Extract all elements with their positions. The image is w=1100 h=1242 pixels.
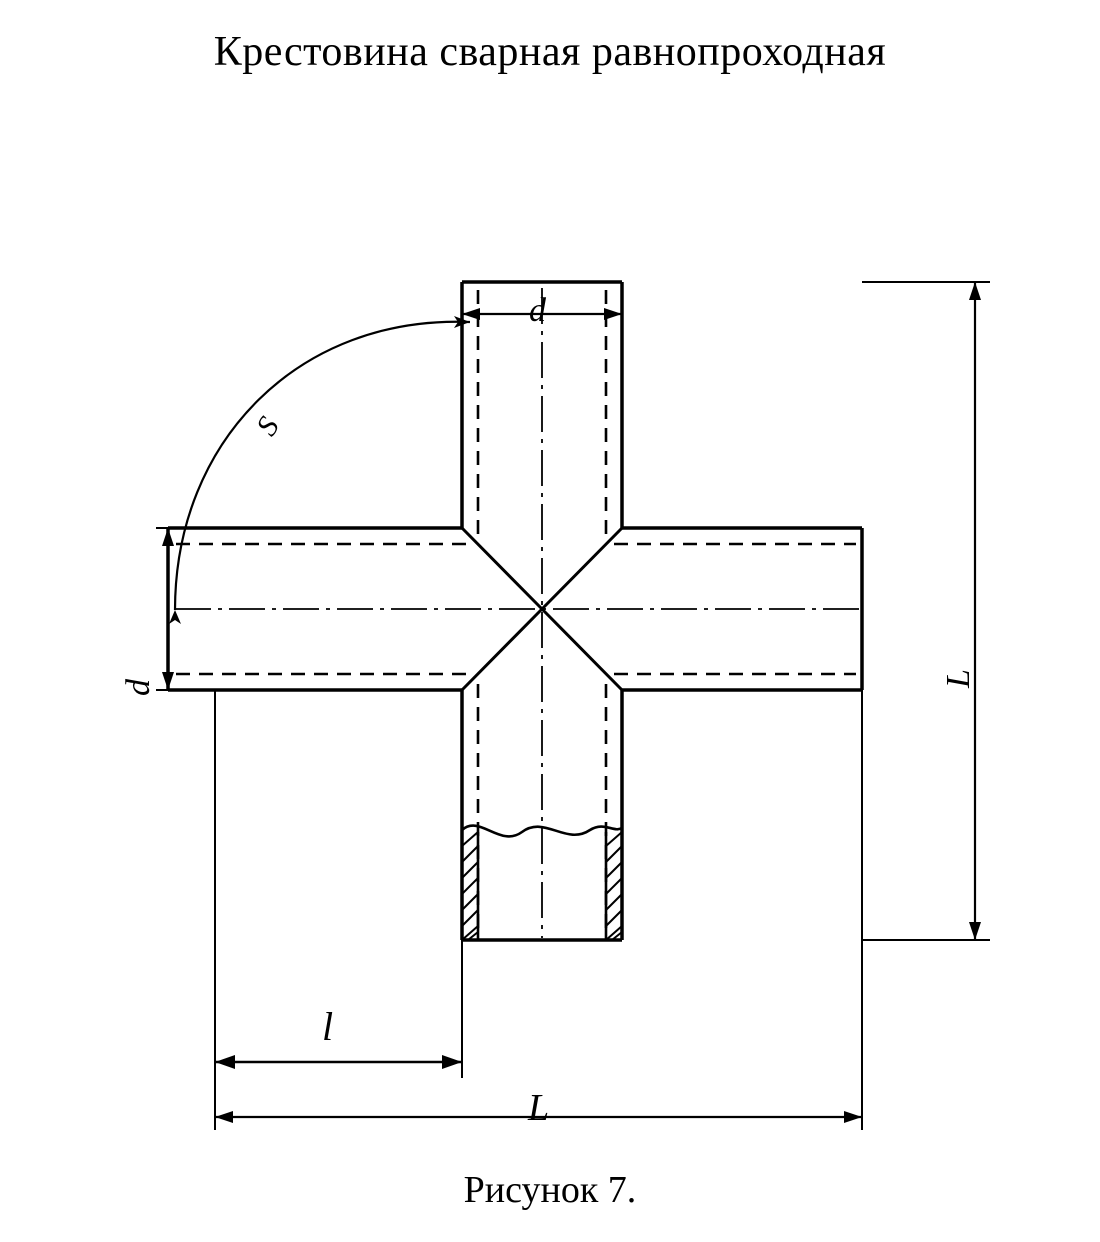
figure-caption: Рисунок 7. (463, 1169, 637, 1211)
arrow-d-left-bottom (162, 672, 174, 690)
centre-lines (175, 288, 860, 938)
arrow-d-left-top (162, 528, 174, 546)
mitre-joint-top-left (462, 528, 542, 609)
dimension-label-S: S (250, 411, 286, 442)
section-hatch-right (606, 832, 622, 940)
dimension-label-d-left: d (120, 679, 157, 696)
dimension-label-L-right: L (940, 669, 977, 688)
cross-fitting-svg (0, 110, 1100, 1130)
leader-curve-wall-thickness (175, 322, 470, 610)
arrow-L-right-bottom (969, 922, 981, 940)
dimension-label-d-top: d (529, 292, 546, 329)
section-hatch-left (462, 832, 478, 940)
leader-arrow-head-bottom (169, 610, 181, 624)
page-title: Крестовина сварная равнопроходная (213, 29, 887, 75)
arrow-L-right-top (969, 282, 981, 300)
technical-drawing-canvas (0, 110, 1100, 1130)
arrow-d-top-right (604, 308, 622, 320)
arrow-L-bottom-right (844, 1111, 862, 1123)
arrow-l-right (442, 1055, 462, 1069)
arrow-d-top-left (462, 308, 480, 320)
mitre-joint-bottom-right (542, 609, 622, 690)
mitre-joint-top-right (542, 528, 622, 609)
arrow-L-bottom-left (215, 1111, 233, 1123)
dimension-label-l: l (322, 1004, 334, 1049)
arrow-l-left (215, 1055, 235, 1069)
dimension-label-L-bottom: L (528, 1087, 550, 1129)
mitre-joint-bottom-left (462, 609, 542, 690)
